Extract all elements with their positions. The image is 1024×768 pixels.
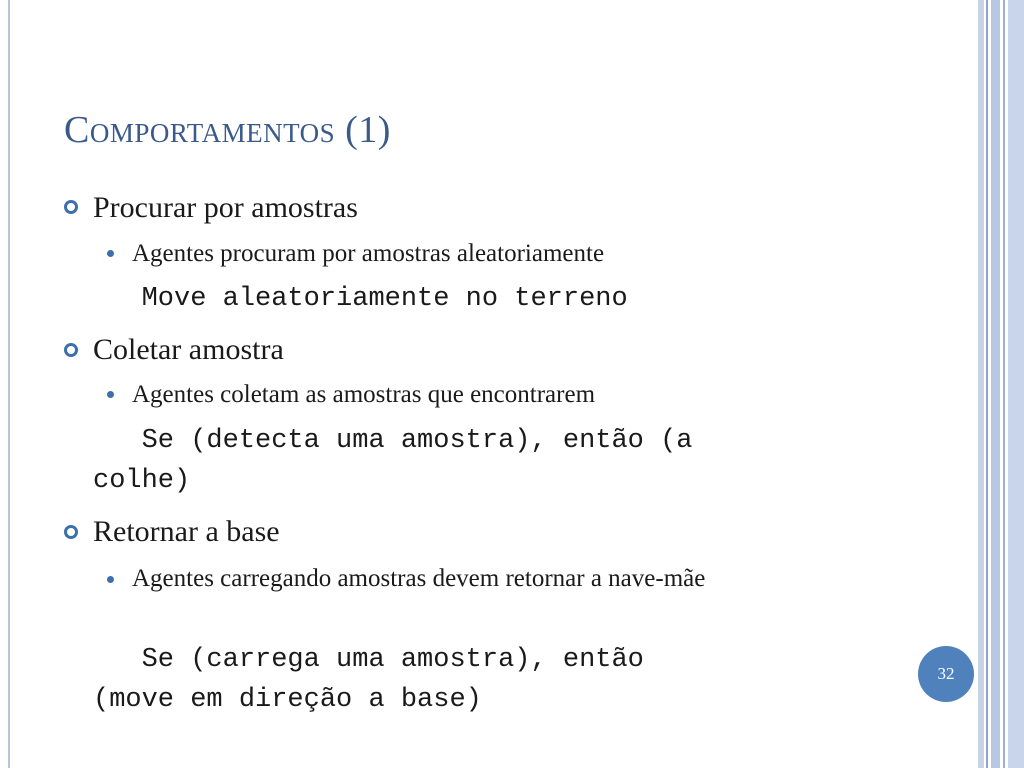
- right-decor-stripe: [986, 0, 988, 768]
- sub-bullet-text: Agentes carregando amostras devem retornar a nave-mãe: [132, 565, 706, 592]
- code-line: Se (carrega uma amostra), então (move em direção a base): [93, 645, 644, 715]
- right-decor-stripe: [1008, 0, 1024, 768]
- sub-bullet-text: Agentes procuram por amostras aleatoriamente: [132, 240, 605, 267]
- right-decor-stripe: [1003, 0, 1005, 768]
- dot-bullet-icon: [107, 250, 114, 257]
- code-line: Se (detecta uma amostra), então (a colhe): [93, 426, 693, 496]
- right-decor-stripe: [991, 0, 1000, 768]
- ring-bullet-icon: [64, 525, 78, 539]
- dot-bullet-icon: [107, 391, 114, 398]
- bullet-heading: Retornar a base: [93, 515, 280, 548]
- sub-bullet-text: Agentes coletam as amostras que encontrarem: [132, 381, 596, 408]
- page-number-badge: 32: [918, 646, 974, 702]
- ring-bullet-icon: [64, 343, 78, 357]
- bullet-heading: Procurar por amostras: [93, 191, 358, 224]
- slide-title: Comportamentos (1): [64, 109, 391, 151]
- right-decor-stripe: [978, 0, 984, 768]
- bullet-heading: Coletar amostra: [93, 333, 284, 366]
- dot-bullet-icon: [107, 576, 114, 583]
- ring-bullet-icon: [64, 200, 78, 214]
- code-line: Move aleatoriamente no terreno: [93, 284, 628, 314]
- left-frame-line: [8, 0, 10, 768]
